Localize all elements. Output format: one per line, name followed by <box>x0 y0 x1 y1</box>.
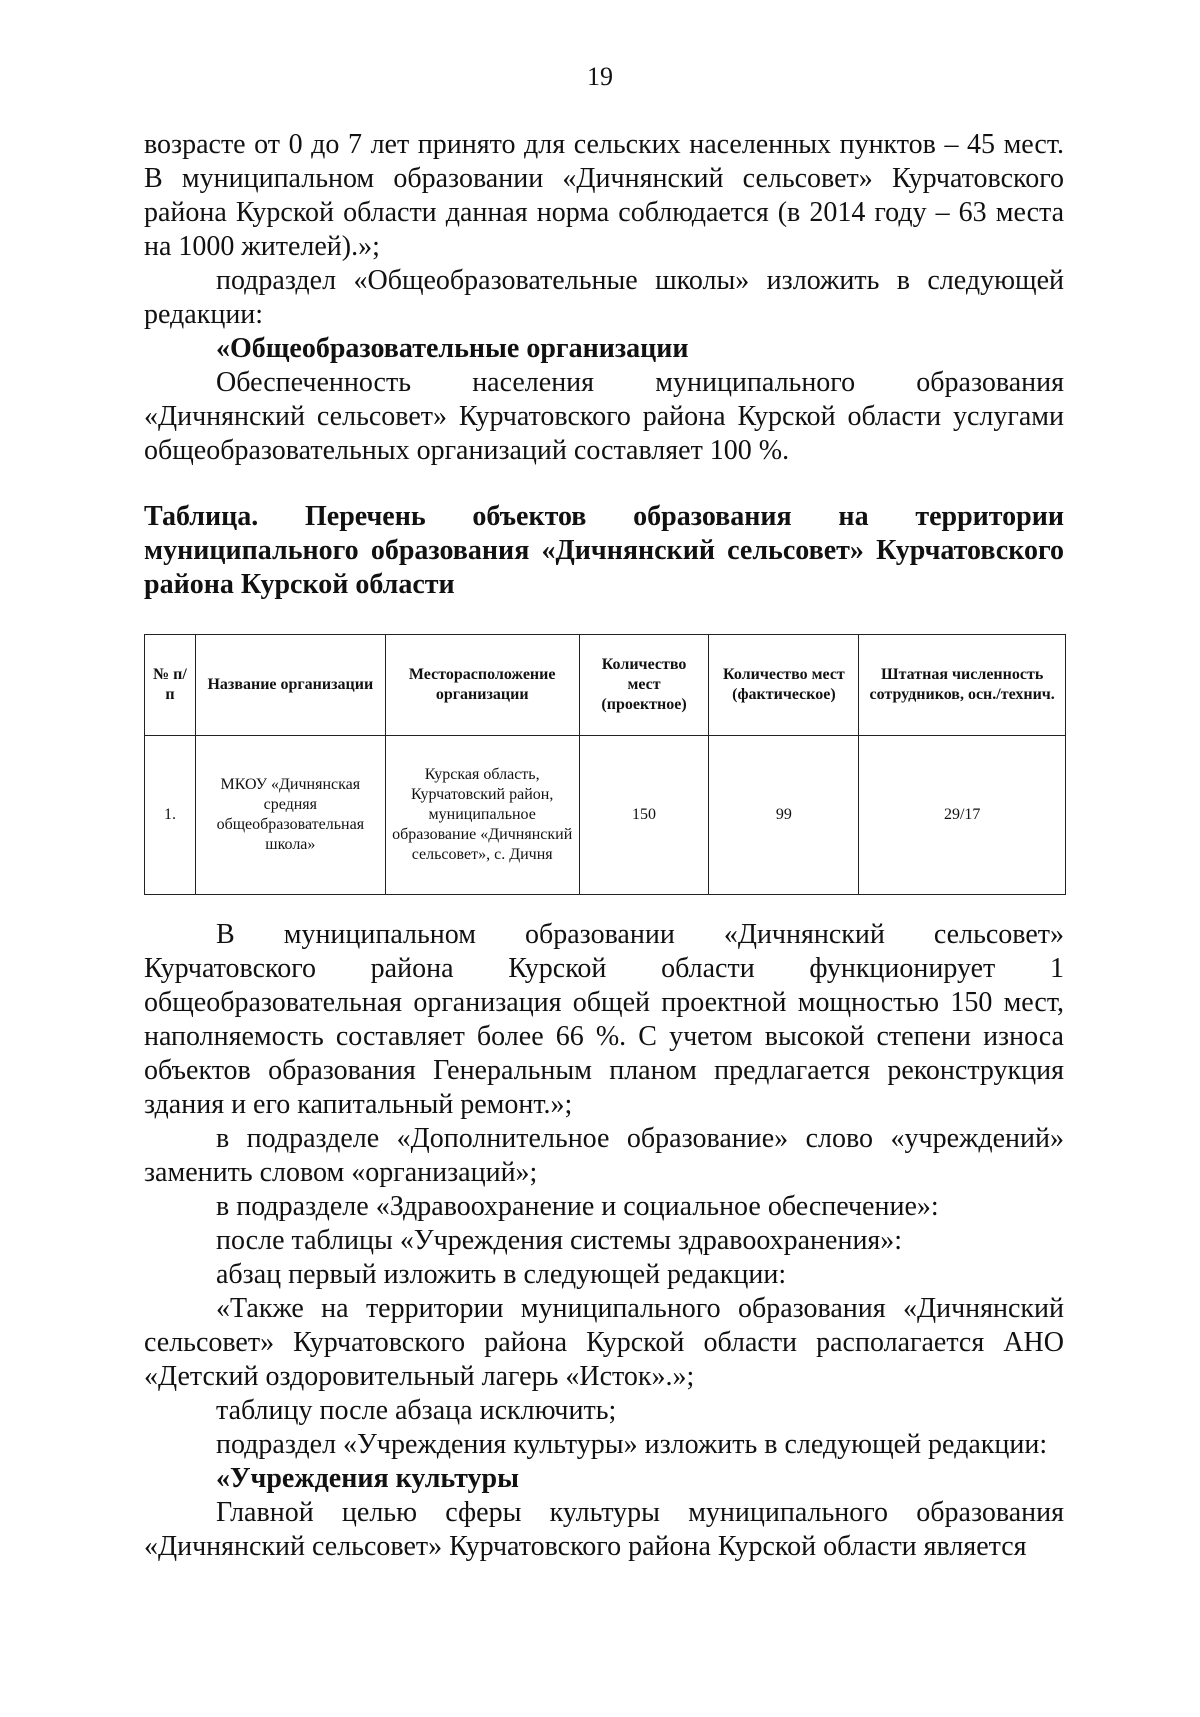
body-paragraph-1: В муниципальном образовании «Дичнянский сельсовет» Курчатовского района Курской области функционирует 1 общеобразовательная организация общей проектной мощностью 150 мест, наполняемость составляет более 66 %. С учетом высокой степени износа объектов образования Генеральным планом предлагается реконструкция здания и его капитальный ремонт.»; <box>144 919 1064 1120</box>
table-header-row <box>145 635 1066 736</box>
intro-paragraph-3: Обеспеченность населения муниципального образования «Дичнянский сельсовет» Курчатовского района Курской области услугами общеобразовательных организаций составляет 100 %. <box>144 367 1064 466</box>
section-heading-general-education: «Общеобразовательные организации <box>216 333 689 364</box>
section-heading-culture: «Учреждения культуры <box>216 1463 519 1494</box>
cell-places-design: 150 <box>579 736 709 895</box>
body-paragraph-8: подраздел «Учреждения культуры» изложить в следующей редакции: <box>216 1429 1048 1460</box>
header-location: Месторасположение организации <box>385 635 579 736</box>
cell-places-actual: 99 <box>709 736 859 895</box>
body-paragraph-3: в подразделе «Здравоохранение и социальное обеспечение»: <box>216 1191 939 1222</box>
header-places-design: Количество мест (проектное) <box>579 635 709 736</box>
education-objects-table <box>144 634 1066 895</box>
header-name: Название организации <box>195 635 385 736</box>
body-paragraph-4: после таблицы «Учреждения системы здравоохранения»: <box>216 1225 903 1256</box>
table-caption: Таблица. Перечень объектов образования на территории муниципального образования «Дичнянский сельсовет» Курчатовского района Курской области <box>144 501 1064 600</box>
body-paragraph-9: Главной целью сферы культуры муниципального образования «Дичнянский сельсовет» Курчатовского района Курской области является <box>144 1497 1064 1562</box>
cell-staff: 29/17 <box>859 736 1066 895</box>
header-num: № п/п <box>145 635 196 736</box>
cell-name: МКОУ «Дичнянская средняя общеобразовательная школа» <box>195 736 385 895</box>
table-row <box>145 736 1066 895</box>
body-paragraph-6: «Также на территории муниципального образования «Дичнянский сельсовет» Курчатовского района Курской области располагается АНО «Детский оздоровительный лагерь «Исток».»; <box>144 1293 1064 1392</box>
body-paragraph-5: абзац первый изложить в следующей редакции: <box>216 1259 787 1290</box>
header-places-actual: Количество мест (фактическое) <box>709 635 859 736</box>
intro-paragraph-2: подраздел «Общеобразовательные школы» изложить в следующей редакции: <box>144 265 1064 330</box>
cell-location: Курская область, Курчатовский район, муниципальное образование «Дичнянский сельсовет», с. Дичня <box>385 736 579 895</box>
body-section <box>144 918 1064 1564</box>
intro-section <box>144 128 1064 468</box>
body-paragraph-2: в подразделе «Дополнительное образование» слово «учреждений» заменить словом «организаций»; <box>144 1123 1064 1188</box>
header-staff: Штатная численность сотрудников, осн./технич. <box>859 635 1066 736</box>
cell-num: 1. <box>145 736 196 895</box>
page-number: 19 <box>587 62 613 91</box>
body-paragraph-7: таблицу после абзаца исключить; <box>216 1395 617 1426</box>
intro-paragraph-1: возрасте от 0 до 7 лет принято для сельских населенных пунктов – 45 мест. В муниципальном образовании «Дичнянский сельсовет» Курчатовского района Курской области данная норма соблюдается (в 2014 году – 63 места на 1000 жителей).»; <box>144 129 1064 262</box>
